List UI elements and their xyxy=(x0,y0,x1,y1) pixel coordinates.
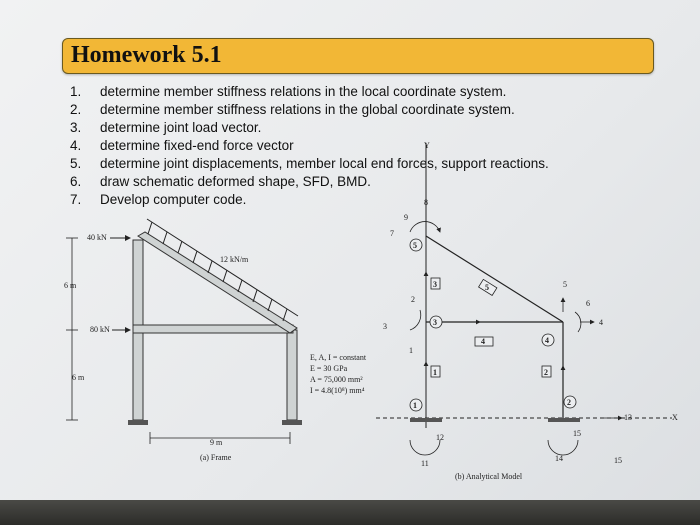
task-item: 5. determine joint displacements, member local end forces, support reactions. xyxy=(70,156,549,171)
svg-text:5: 5 xyxy=(485,283,489,292)
svg-text:6: 6 xyxy=(586,299,590,308)
svg-text:4: 4 xyxy=(545,336,549,345)
model-caption: (b) Analytical Model xyxy=(455,472,523,481)
svg-text:14: 14 xyxy=(555,454,563,463)
task-item: 3. determine joint load vector. xyxy=(70,120,262,135)
svg-text:3: 3 xyxy=(433,318,437,327)
prop-line: A = 75,000 mm² xyxy=(310,375,363,384)
edge-number: 15 xyxy=(614,456,622,465)
svg-text:13: 13 xyxy=(624,413,632,422)
monitor-bezel xyxy=(0,500,700,525)
task-item: 7. Develop computer code. xyxy=(70,192,247,207)
svg-text:2: 2 xyxy=(411,295,415,304)
span-label: 9 m xyxy=(210,438,223,447)
distributed-load-label: 12 kN/m xyxy=(220,255,249,264)
svg-text:2: 2 xyxy=(544,368,548,377)
task-item: 4. determine fixed-end force vector xyxy=(70,138,294,153)
joint-labels xyxy=(410,239,576,411)
support-left xyxy=(128,420,148,425)
svg-text:15: 15 xyxy=(573,429,581,438)
dof-numbers xyxy=(383,198,632,468)
horizontal-beam xyxy=(133,325,293,333)
svg-text:2: 2 xyxy=(567,398,571,407)
frame-caption: (a) Frame xyxy=(200,453,232,462)
svg-text:4: 4 xyxy=(481,337,485,346)
svg-text:5: 5 xyxy=(563,280,567,289)
analytical-model-figure xyxy=(376,141,678,481)
svg-text:5: 5 xyxy=(413,241,417,250)
support-right xyxy=(282,420,302,425)
distributed-load xyxy=(147,219,298,321)
svg-text:8: 8 xyxy=(424,198,428,207)
inclined-member xyxy=(138,232,297,333)
support-2 xyxy=(548,418,580,422)
right-column xyxy=(287,330,297,420)
height-bottom-label: 6 m xyxy=(72,373,85,382)
prop-line: E, A, I = constant xyxy=(310,353,367,362)
svg-text:3: 3 xyxy=(383,322,387,331)
load-80kn-label: 80 kN xyxy=(90,325,110,334)
task-item: 2. determine member stiffness relations in the global coordinate system. xyxy=(70,102,515,117)
member-labels xyxy=(431,278,551,377)
load-40kn-label: 40 kN xyxy=(87,233,107,242)
svg-text:11: 11 xyxy=(421,459,429,468)
page-title: Homework 5.1 xyxy=(71,42,222,68)
svg-text:1: 1 xyxy=(409,346,413,355)
y-axis-label: Y xyxy=(424,141,430,150)
frame-figure xyxy=(64,219,367,462)
height-top-label: 6 m xyxy=(64,281,77,290)
support-1 xyxy=(410,418,442,422)
svg-text:4: 4 xyxy=(599,318,603,327)
prop-line: E = 30 GPa xyxy=(310,364,348,373)
svg-text:12: 12 xyxy=(436,433,444,442)
x-axis-label: X xyxy=(672,413,678,422)
svg-text:1: 1 xyxy=(413,401,417,410)
task-item: 6. draw schematic deformed shape, SFD, BMD. xyxy=(70,174,371,189)
svg-text:9: 9 xyxy=(404,213,408,222)
prop-line: I = 4.8(10⁸) mm⁴ xyxy=(310,386,365,395)
svg-text:3: 3 xyxy=(433,280,437,289)
svg-text:7: 7 xyxy=(390,229,394,238)
task-item: 1. determine member stiffness relations in the local coordinate system. xyxy=(70,84,507,99)
svg-text:1: 1 xyxy=(433,368,437,377)
